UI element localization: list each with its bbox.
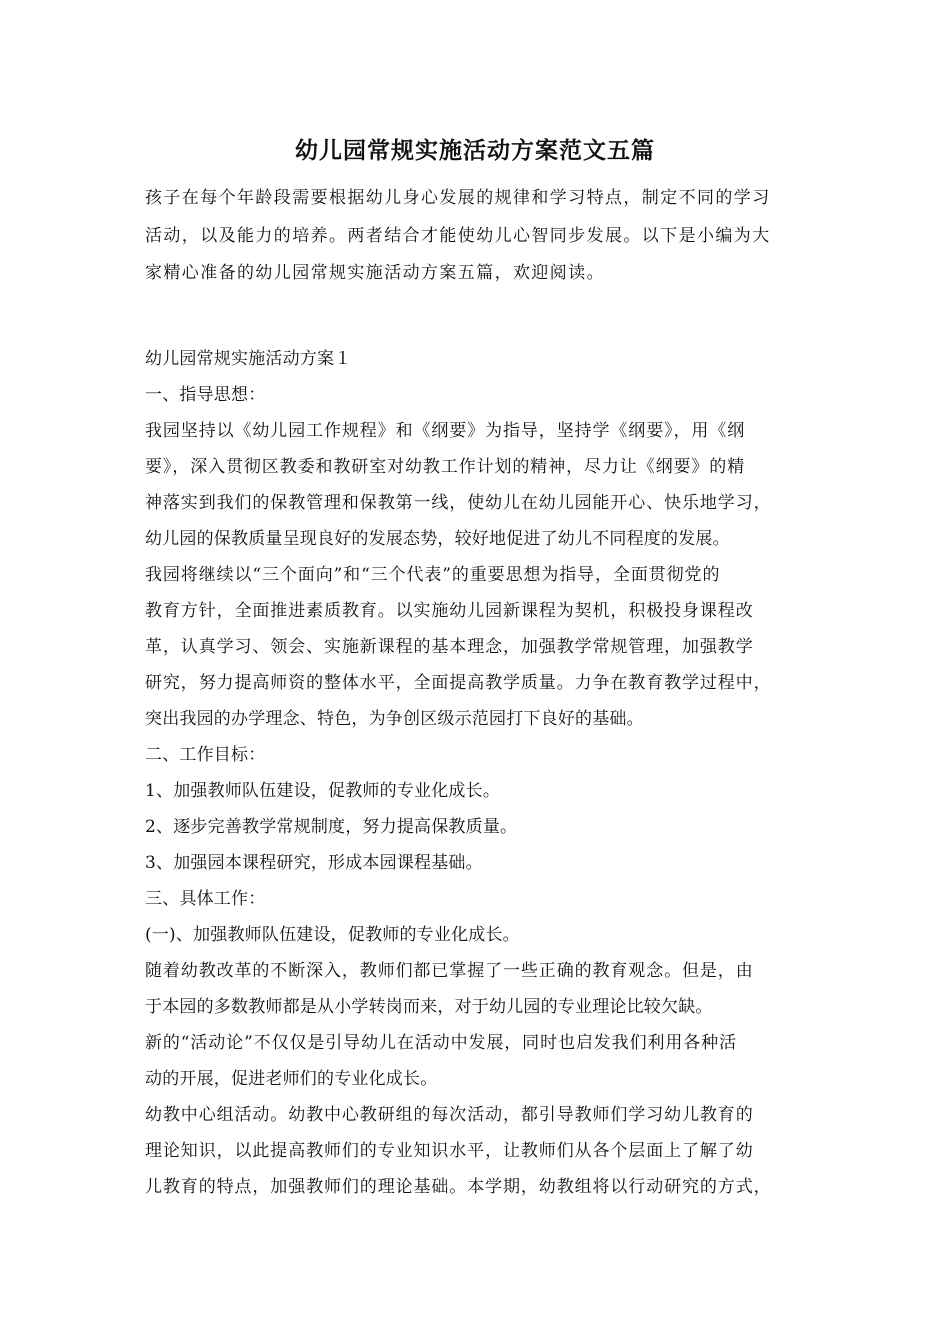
text-line: 研究，努力提高师资的整体水平，全面提高教学质量。力争在教育教学过程中， bbox=[145, 672, 772, 693]
section-heading: 二、工作目标： bbox=[145, 744, 266, 765]
text-line: 革，认真学习、领会、实施新课程的基本理念，加强教学常规管理，加强教学 bbox=[145, 636, 754, 657]
text-line: 我园坚持以《幼儿园工作规程》和《纲要》为指导，坚持学《纲要》，用《纲 bbox=[145, 420, 746, 441]
text-line: 随着幼教改革的不断深入，教师们都已掌握了一些正确的教育观念。但是，由 bbox=[145, 960, 754, 981]
text-line: 儿教育的特点，加强教师们的理论基础。本学期，幼教组将以行动研究的方式， bbox=[145, 1176, 772, 1197]
list-item: 1、加强教师队伍建设，促教师的专业化成长。 bbox=[145, 780, 501, 801]
text-line: 于本园的多数教师都是从小学转岗而来，对于幼儿园的专业理论比较欠缺。 bbox=[145, 996, 713, 1017]
section-heading: 三、具体工作： bbox=[145, 888, 266, 909]
intro-line: 活动，以及能力的培养。两者结合才能使幼儿心智同步发展。以下是小编为大 bbox=[145, 225, 771, 246]
text-line: 要》，深入贯彻区教委和教研室对幼教工作计划的精神，尽力让《纲要》的精 bbox=[145, 456, 746, 477]
list-item: 3、加强园本课程研究，形成本园课程基础。 bbox=[145, 852, 483, 873]
intro-line: 孩子在每个年龄段需要根据幼儿身心发展的规律和学习特点，制定不同的学习 bbox=[145, 188, 771, 208]
list-item: 2、逐步完善教学常规制度，努力提高保教质量。 bbox=[145, 816, 518, 837]
paragraph-gap bbox=[145, 293, 825, 341]
section-heading: 幼儿园常规实施活动方案１ bbox=[145, 348, 352, 369]
document-title: 幼儿园常规实施活动方案范文五篇 bbox=[295, 137, 655, 164]
text-line: 幼教中心组活动。幼教中心教研组的每次活动，都引导教师们学习幼儿教育的 bbox=[145, 1104, 754, 1125]
text-line: 我园将继续以“三个面向”和“三个代表”的重要思想为指导，全面贯彻党的 bbox=[145, 564, 721, 585]
text-line: 理论知识，以此提高教师们的专业知识水平，让教师们从各个层面上了解了幼 bbox=[145, 1140, 754, 1161]
text-line: 幼儿园的保教质量呈现良好的发展态势，较好地促进了幼儿不同程度的发展。 bbox=[145, 528, 730, 549]
document-body bbox=[145, 180, 825, 1205]
text-line: 神落实到我们的保教管理和保教第一线，使幼儿在幼儿园能开心、快乐地学习， bbox=[145, 492, 772, 513]
text-line: 突出我园的办学理念、特色，为争创区级示范园打下良好的基础。 bbox=[145, 708, 644, 729]
text-line: 教育方针，全面推进素质教育。以实施幼儿园新课程为契机，积极投身课程改 bbox=[145, 600, 754, 621]
text-line: 新的“活动论”不仅仅是引导幼儿在活动中发展，同时也启发我们利用各种活 bbox=[145, 1032, 737, 1053]
text-line: 动的开展，促进老师们的专业化成长。 bbox=[145, 1068, 438, 1089]
subsection-heading: (一)、加强教师队伍建设，促教师的专业化成长。 bbox=[145, 924, 520, 945]
intro-line: 家精心准备的幼儿园常规实施活动方案五篇，欢迎阅读。 bbox=[145, 263, 605, 283]
section-heading: 一、指导思想： bbox=[145, 384, 266, 405]
